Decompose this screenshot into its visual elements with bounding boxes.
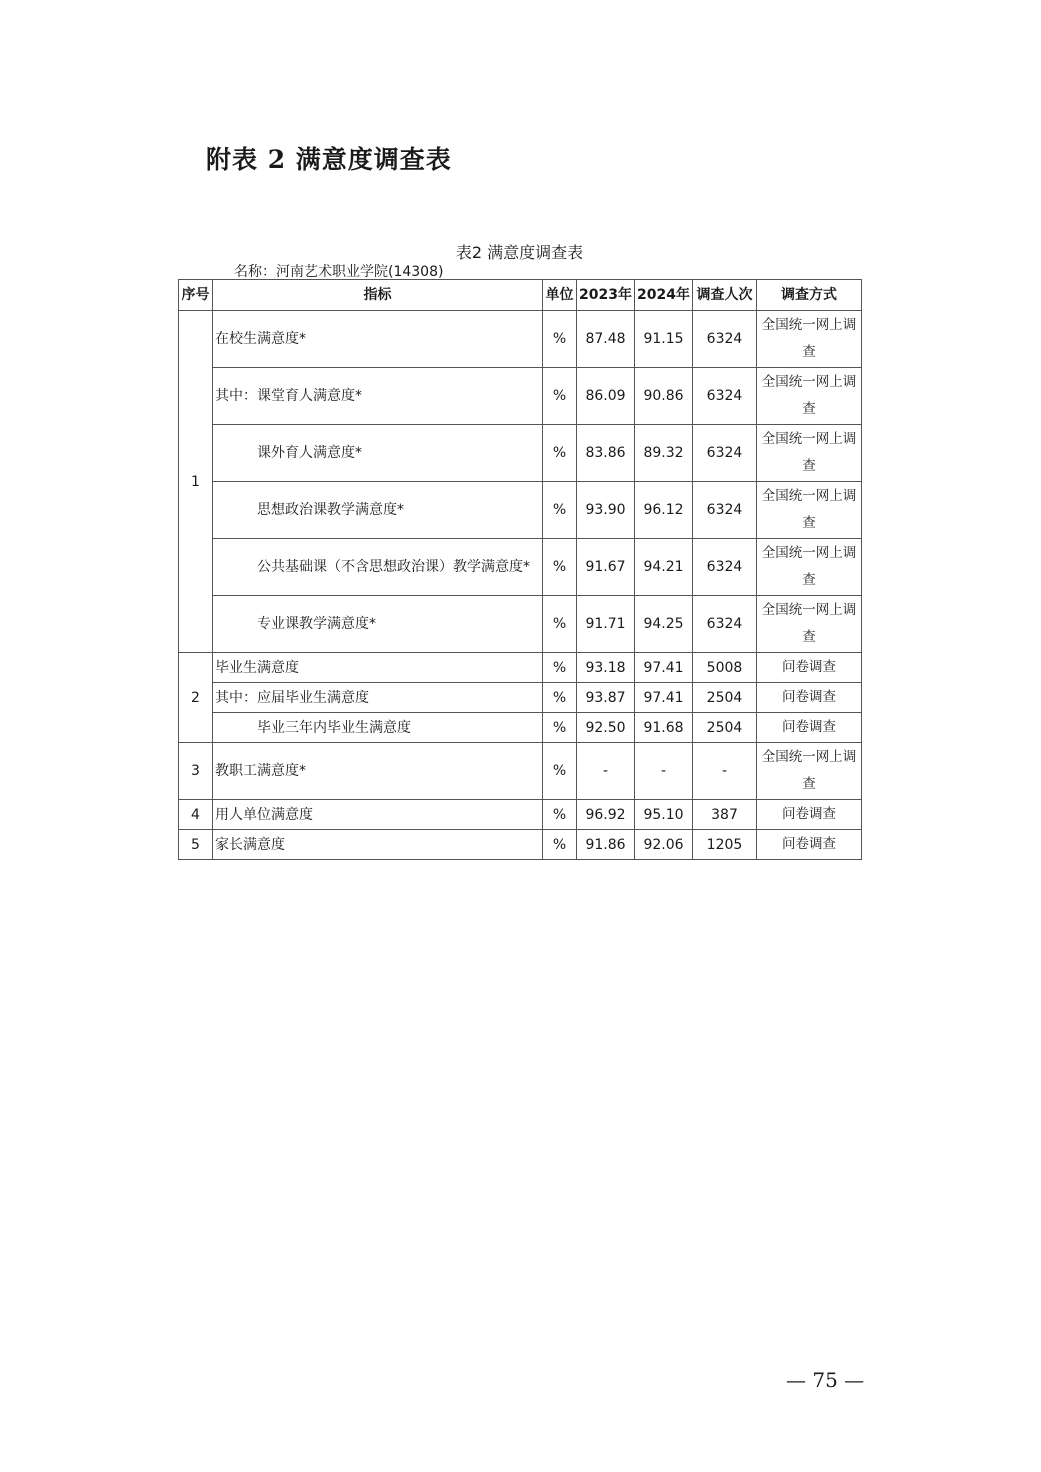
- table-row: [179, 800, 862, 830]
- value-2024-cell: 96.12: [635, 482, 693, 539]
- count-cell: 2504: [693, 713, 757, 743]
- count-cell: 6324: [693, 539, 757, 596]
- appendix-heading: 附表 2 满意度调查表: [206, 145, 452, 174]
- count-cell: 1205: [693, 830, 757, 860]
- value-2023-cell: 93.18: [577, 653, 635, 683]
- unit-cell: %: [543, 800, 577, 830]
- table-caption: 表2 满意度调查表: [455, 243, 584, 262]
- value-2024-cell: 94.25: [635, 596, 693, 653]
- count-cell: 5008: [693, 653, 757, 683]
- indicator-cell: 思想政治课教学满意度*: [213, 482, 543, 539]
- table-row: [179, 830, 862, 860]
- table-row: [179, 368, 862, 425]
- table-row: [179, 653, 862, 683]
- unit-cell: %: [543, 539, 577, 596]
- satisfaction-table: [178, 279, 862, 860]
- value-2023-cell: 91.67: [577, 539, 635, 596]
- unit-cell: %: [543, 743, 577, 800]
- value-2024-cell: 90.86: [635, 368, 693, 425]
- value-2023-cell: 93.87: [577, 683, 635, 713]
- page-number: — 75 —: [786, 1368, 865, 1392]
- unit-cell: %: [543, 683, 577, 713]
- indicator-cell: 其中：应届毕业生满意度: [213, 683, 543, 713]
- table-row: [179, 482, 862, 539]
- unit-cell: %: [543, 311, 577, 368]
- table-row: [179, 539, 862, 596]
- method-cell: 问卷调查: [757, 830, 862, 860]
- method-cell: 问卷调查: [757, 713, 862, 743]
- value-2024-cell: -: [635, 743, 693, 800]
- table-row: [179, 425, 862, 482]
- method-cell: 全国统一网上调查: [757, 425, 862, 482]
- value-2024-cell: 95.10: [635, 800, 693, 830]
- value-2023-cell: 86.09: [577, 368, 635, 425]
- value-2023-cell: 96.92: [577, 800, 635, 830]
- value-2024-cell: 92.06: [635, 830, 693, 860]
- method-cell: 全国统一网上调查: [757, 368, 862, 425]
- indicator-cell: 课外育人满意度*: [213, 425, 543, 482]
- value-2023-cell: 91.71: [577, 596, 635, 653]
- value-2024-cell: 94.21: [635, 539, 693, 596]
- method-cell: 全国统一网上调查: [757, 482, 862, 539]
- method-cell: 全国统一网上调查: [757, 311, 862, 368]
- value-2024-cell: 91.15: [635, 311, 693, 368]
- group-number: 4: [179, 800, 213, 830]
- count-cell: 6324: [693, 482, 757, 539]
- method-cell: 问卷调查: [757, 653, 862, 683]
- indicator-cell: 用人单位满意度: [213, 800, 543, 830]
- group-number: 3: [179, 743, 213, 800]
- unit-cell: %: [543, 653, 577, 683]
- col-header-count: 调查人次: [693, 280, 757, 311]
- count-cell: 2504: [693, 683, 757, 713]
- indicator-cell: 家长满意度: [213, 830, 543, 860]
- col-header-unit: 单位: [543, 280, 577, 311]
- unit-cell: %: [543, 482, 577, 539]
- table-row: [179, 596, 862, 653]
- value-2023-cell: -: [577, 743, 635, 800]
- value-2023-cell: 83.86: [577, 425, 635, 482]
- unit-cell: %: [543, 596, 577, 653]
- method-cell: 全国统一网上调查: [757, 596, 862, 653]
- method-cell: 全国统一网上调查: [757, 539, 862, 596]
- unit-cell: %: [543, 830, 577, 860]
- table-row: [179, 743, 862, 800]
- value-2024-cell: 97.41: [635, 683, 693, 713]
- count-cell: 6324: [693, 368, 757, 425]
- method-cell: 全国统一网上调查: [757, 743, 862, 800]
- method-cell: 问卷调查: [757, 683, 862, 713]
- unit-cell: %: [543, 368, 577, 425]
- value-2024-cell: 91.68: [635, 713, 693, 743]
- indicator-cell: 公共基础课（不含思想政治课）教学满意度*: [213, 539, 543, 596]
- col-header-method: 调查方式: [757, 280, 862, 311]
- col-header-indicator: 指标: [213, 280, 543, 311]
- institution-label: 名称：河南艺术职业学院(14308): [234, 264, 444, 280]
- indicator-cell: 其中：课堂育人满意度*: [213, 368, 543, 425]
- count-cell: 6324: [693, 425, 757, 482]
- indicator-cell: 在校生满意度*: [213, 311, 543, 368]
- indicator-cell: 教职工满意度*: [213, 743, 543, 800]
- col-header-2024: 2024年: [635, 280, 693, 311]
- group-number: 1: [179, 311, 213, 653]
- table-row: [179, 311, 862, 368]
- unit-cell: %: [543, 425, 577, 482]
- indicator-cell: 毕业生满意度: [213, 653, 543, 683]
- count-cell: 6324: [693, 596, 757, 653]
- group-number: 2: [179, 653, 213, 743]
- count-cell: 6324: [693, 311, 757, 368]
- value-2023-cell: 91.86: [577, 830, 635, 860]
- value-2023-cell: 87.48: [577, 311, 635, 368]
- indicator-cell: 专业课教学满意度*: [213, 596, 543, 653]
- value-2024-cell: 97.41: [635, 653, 693, 683]
- col-header-2023: 2023年: [577, 280, 635, 311]
- unit-cell: %: [543, 713, 577, 743]
- count-cell: 387: [693, 800, 757, 830]
- value-2023-cell: 92.50: [577, 713, 635, 743]
- count-cell: -: [693, 743, 757, 800]
- method-cell: 问卷调查: [757, 800, 862, 830]
- value-2023-cell: 93.90: [577, 482, 635, 539]
- col-header-no: 序号: [179, 280, 213, 311]
- table-row: [179, 683, 862, 713]
- value-2024-cell: 89.32: [635, 425, 693, 482]
- indicator-cell: 毕业三年内毕业生满意度: [213, 713, 543, 743]
- group-number: 5: [179, 830, 213, 860]
- table-row: [179, 713, 862, 743]
- table-header-row: [179, 280, 862, 311]
